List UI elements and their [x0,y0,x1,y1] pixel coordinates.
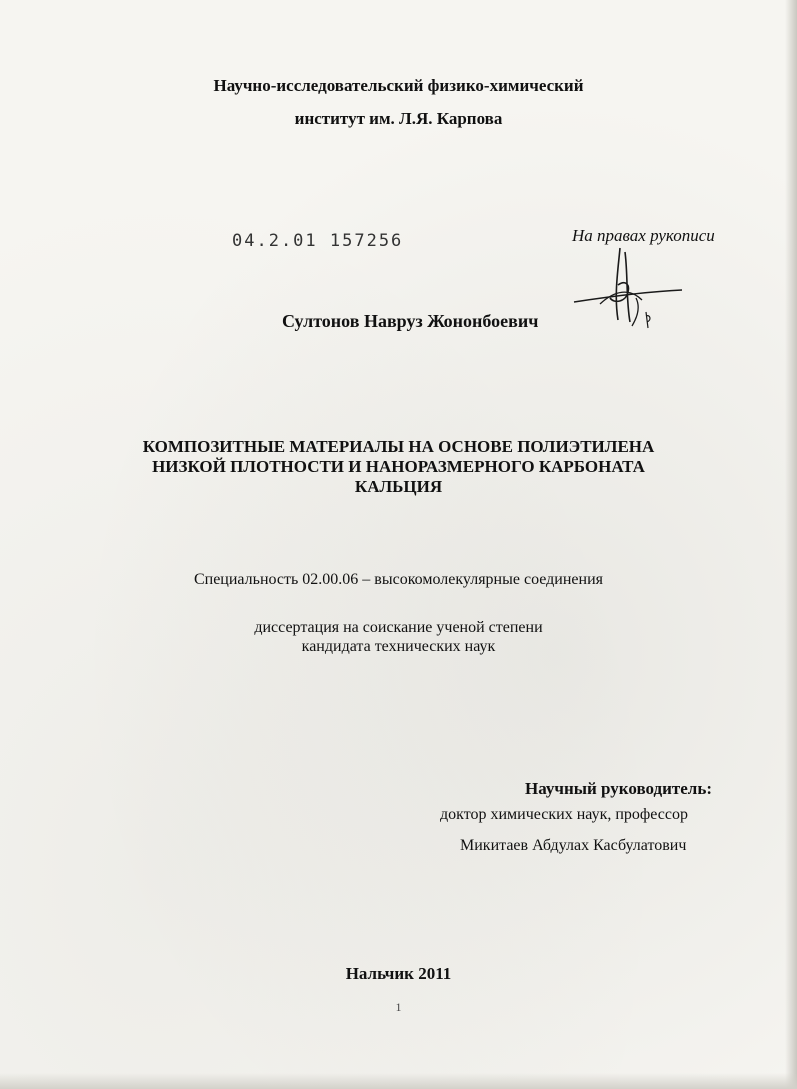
title-line-2: НИЗКОЙ ПЛОТНОСТИ И НАНОРАЗМЕРНОГО КАРБОНАТА [152,457,645,476]
title-line-1: КОМПОЗИТНЫЕ МАТЕРИАЛЫ НА ОСНОВЕ ПОЛИЭТИЛЕНА [142,437,655,456]
page-number: 1 [395,1000,402,1014]
supervisor-title: доктор химических наук, профессор [440,806,688,823]
page-edge-bottom [0,1073,797,1089]
institute-line-2: институт им. Л.Я. Карпова [294,109,503,128]
manuscript-rights-note: На правах рукописи [572,226,715,245]
institute-line-1: Научно-исследовательский физико-химический [213,76,584,95]
supervisor-label: Научный руководитель: [525,779,712,798]
archive-stamp-number: 04.2.01 157256 [232,231,404,251]
specialty-line: Специальность 02.00.06 – высокомолекулярные соединения [193,571,604,588]
author-signature [570,240,690,335]
title-line-3: КАЛЬЦИЯ [354,477,443,496]
degree-line-1: диссертация на соискание ученой степени [254,619,543,636]
author-name: Султонов Навруз Жононбоевич [282,311,539,331]
dissertation-title [0,437,797,497]
city-year: Нальчик 2011 [345,964,452,983]
supervisor-name: Микитаев Абдулах Касбулатович [460,837,687,854]
page-edge-right [785,0,797,1089]
degree-line-2: кандидата технических наук [301,638,496,655]
